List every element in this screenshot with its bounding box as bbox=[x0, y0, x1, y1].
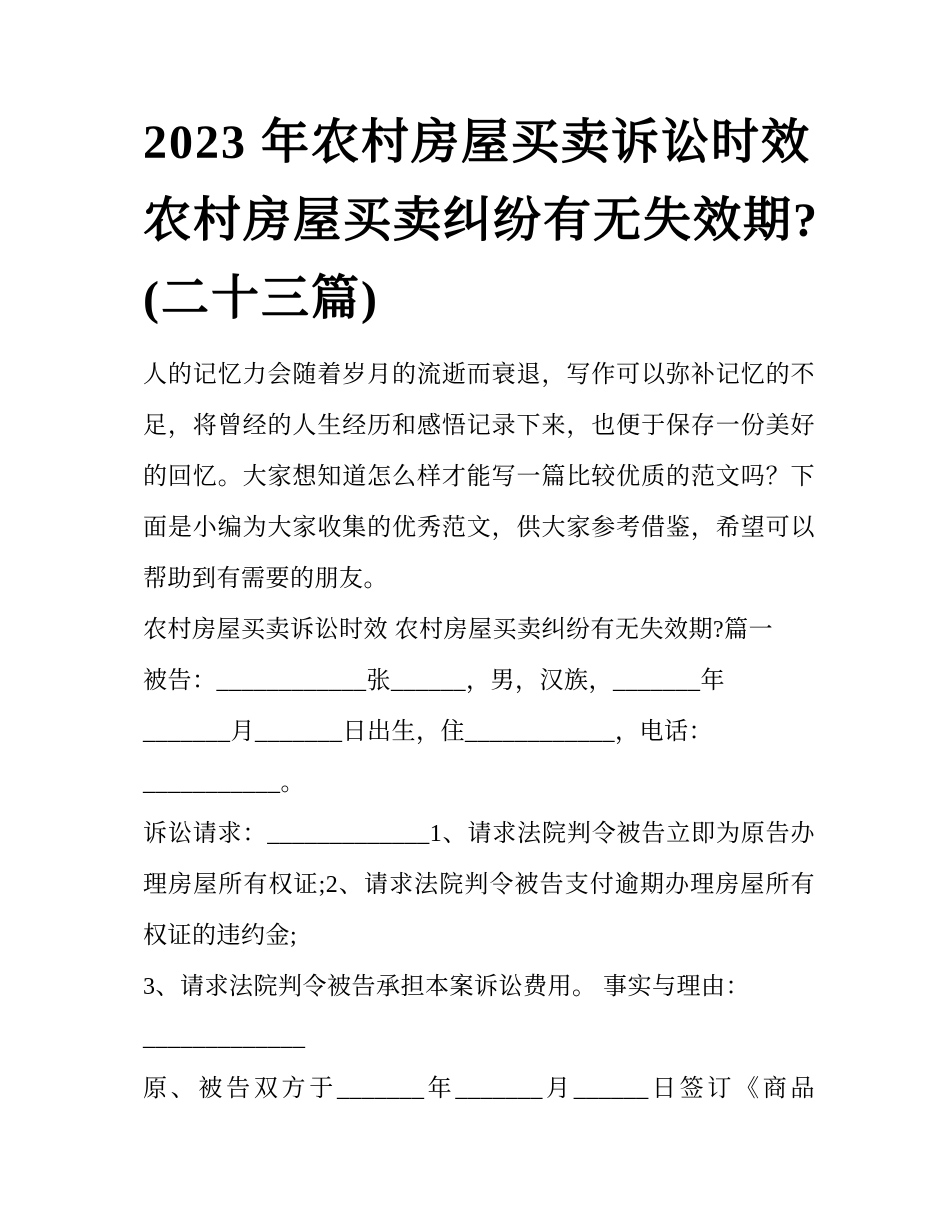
paragraph bbox=[143, 605, 815, 656]
text-line: 诉讼请求：_____________1、请求法院判令被告立即为原告办 bbox=[143, 821, 815, 847]
document-title bbox=[143, 104, 820, 338]
title-line: 2023 年农村房屋买卖诉讼时效 bbox=[143, 116, 812, 169]
paragraph bbox=[143, 962, 815, 1013]
text-line: _____________ bbox=[143, 1025, 306, 1051]
text-line: 人的记忆力会随着岁月的流逝而衰退，写作可以弥补记忆的不 bbox=[143, 362, 815, 388]
text-line: 足，将曾经的人生经历和感悟记录下来，也便于保存一份美好 bbox=[143, 413, 815, 439]
text-line: 被告：____________张______，男，汉族，_______年 bbox=[143, 668, 725, 694]
text-line: ___________。 bbox=[143, 770, 305, 796]
text-line: 面是小编为大家收集的优秀范文，供大家参考借鉴，希望可以 bbox=[143, 515, 815, 541]
text-line: 原、被告双方于_______年_______月______日签订《商品 bbox=[143, 1076, 815, 1102]
text-line: 3、请求法院判令被告承担本案诉讼费用。 事实与理由： bbox=[143, 974, 750, 1000]
text-line: _______月_______日出生，住____________，电话： bbox=[143, 719, 713, 745]
paragraph bbox=[143, 656, 815, 809]
paragraph bbox=[143, 1013, 815, 1115]
text-line: 的回忆。大家想知道怎么样才能写一篇比较优质的范文吗？下 bbox=[143, 464, 815, 490]
text-line: 帮助到有需要的朋友。 bbox=[143, 566, 388, 592]
text-line: 权证的违约金; bbox=[143, 923, 298, 949]
title-line: 农村房屋买卖纠纷有无失效期? bbox=[143, 194, 820, 247]
text-line: 理房屋所有权证;2、请求法院判令被告支付逾期办理房屋所有 bbox=[143, 872, 815, 898]
document-body bbox=[143, 350, 815, 1115]
title-line: (二十三篇) bbox=[143, 272, 379, 325]
text-line: 农村房屋买卖诉讼时效 农村房屋买卖纠纷有无失效期?篇一 bbox=[143, 617, 774, 643]
paragraph bbox=[143, 809, 815, 962]
paragraph bbox=[143, 350, 815, 605]
